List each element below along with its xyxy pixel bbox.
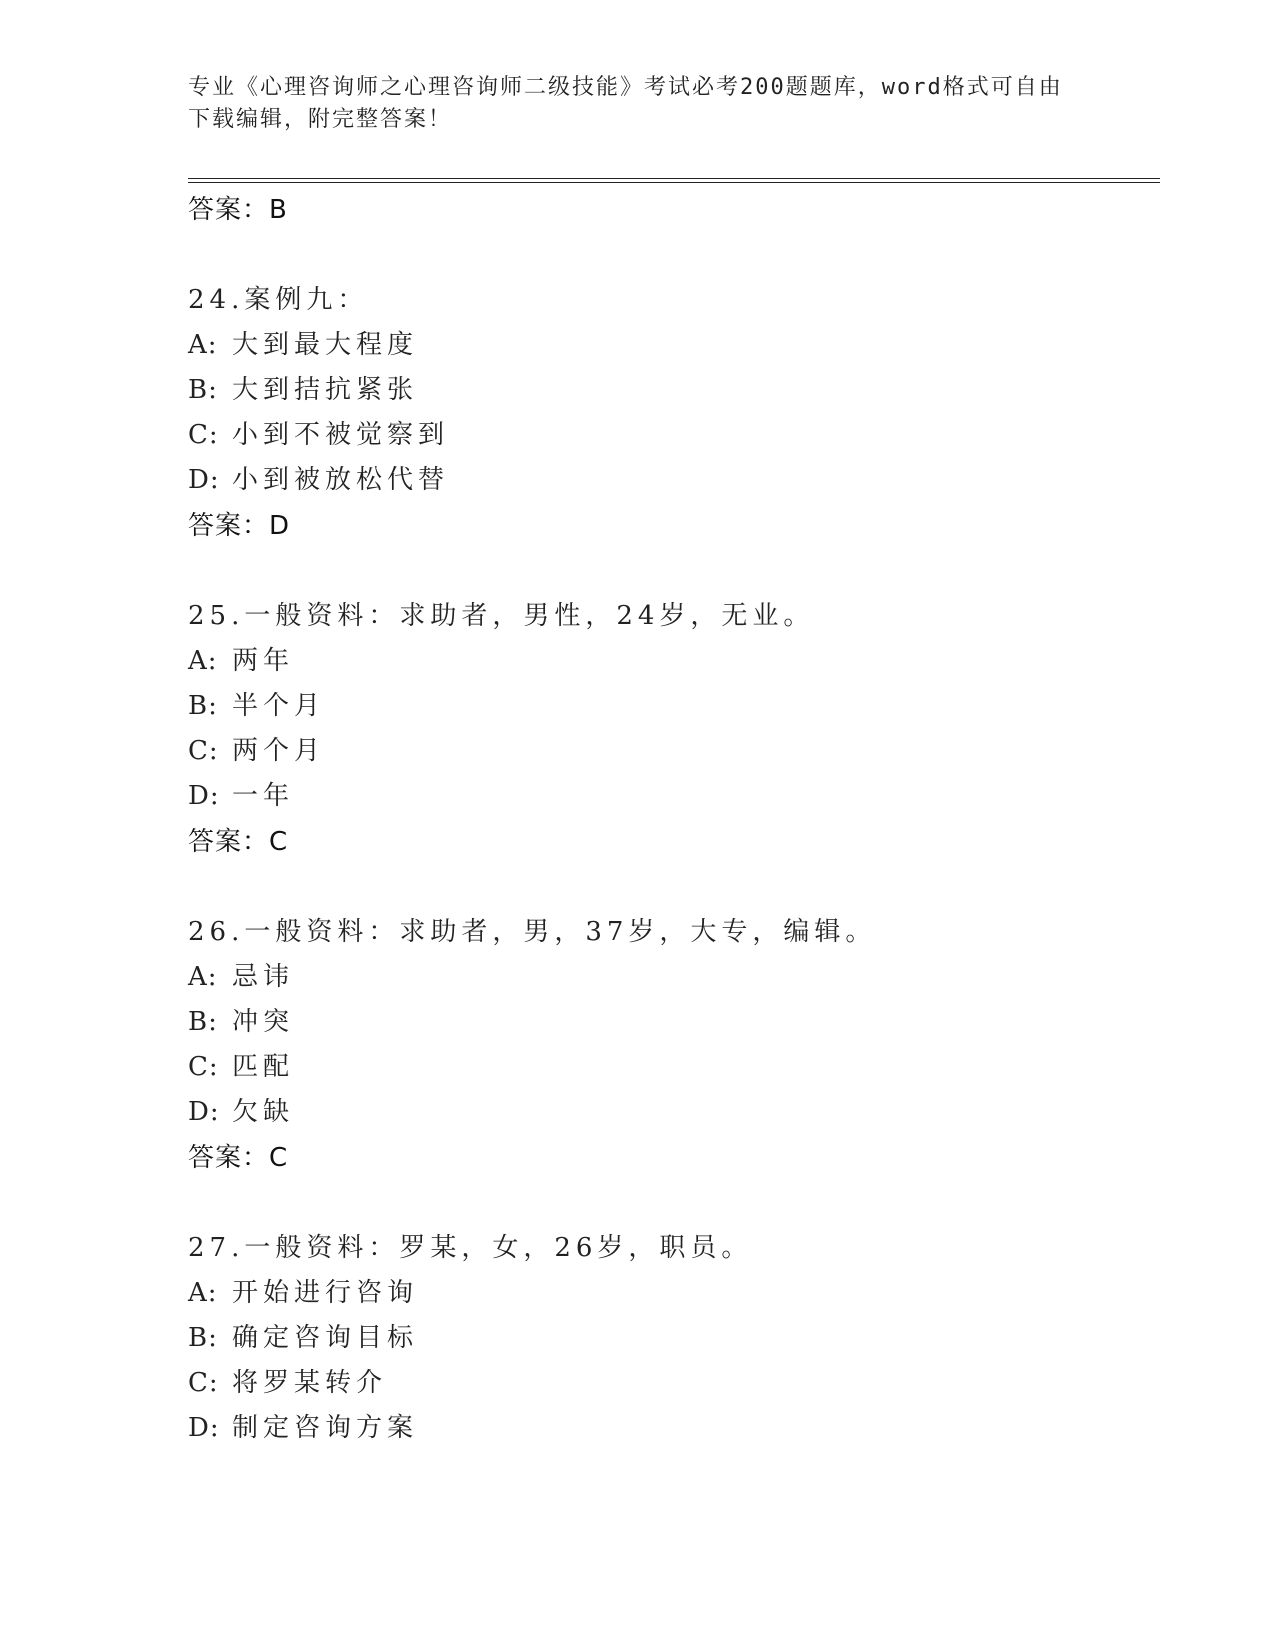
spacer (188, 233, 1158, 277)
option-letter: C: (188, 1368, 219, 1398)
question-block (188, 1225, 1158, 1451)
option-d (188, 1090, 1158, 1135)
option-text: 忌讳 (232, 962, 295, 992)
option-letter: B: (188, 375, 218, 405)
option-letter: D: (188, 465, 220, 495)
answer-line: 答案：C (188, 1143, 289, 1173)
question-title: 25.一般资料：求助者，男性，24岁，无业。 (188, 601, 815, 631)
option-a (188, 1271, 1158, 1316)
option-letter: A: (188, 962, 218, 992)
option-text: 制定咨询方案 (232, 1413, 419, 1443)
option-letter: A: (188, 646, 218, 676)
document-header: 专业《心理咨询师之心理咨询师二级技能》考试必考200题题库，word格式可自由下载编辑，附完整答案！ (188, 75, 1063, 132)
option-letter: D: (188, 781, 220, 811)
option-text: 欠缺 (232, 1097, 295, 1127)
option-text: 半个月 (232, 691, 326, 721)
option-letter: A: (188, 330, 218, 360)
option-letter: C: (188, 736, 219, 766)
question-block (188, 593, 1158, 865)
option-text: 两年 (232, 646, 295, 676)
option-text: 小到被放松代替 (232, 465, 450, 495)
option-c (188, 1045, 1158, 1090)
option-letter: A: (188, 1278, 218, 1308)
option-letter: C: (188, 1052, 219, 1082)
option-b (188, 368, 1158, 413)
option-letter: C: (188, 420, 219, 450)
option-letter: D: (188, 1097, 220, 1127)
option-text: 一年 (232, 781, 295, 811)
option-a (188, 955, 1158, 1000)
option-c (188, 413, 1158, 458)
answer-line: 答案：D (188, 511, 291, 541)
option-a (188, 639, 1158, 684)
option-b (188, 1316, 1158, 1361)
option-c (188, 1361, 1158, 1406)
option-letter: D: (188, 1413, 220, 1443)
option-c (188, 729, 1158, 774)
option-text: 匹配 (232, 1052, 295, 1082)
option-text: 大到最大程度 (232, 330, 419, 360)
option-a (188, 323, 1158, 368)
option-b (188, 1000, 1158, 1045)
header-divider (188, 178, 1160, 183)
option-letter: B: (188, 1007, 218, 1037)
question-title: 24.案例九： (188, 285, 369, 315)
answer-line: 答案：C (188, 827, 289, 857)
question-list (188, 187, 1158, 1451)
option-text: 冲突 (232, 1007, 295, 1037)
option-d (188, 1406, 1158, 1451)
spacer (188, 865, 1158, 909)
question-block (188, 277, 1158, 549)
answer-line: 答案：B (188, 195, 288, 225)
question-title: 27.一般资料：罗某，女，26岁，职员。 (188, 1233, 753, 1263)
question-block (188, 909, 1158, 1181)
option-text: 小到不被觉察到 (232, 420, 450, 450)
option-text: 确定咨询目标 (232, 1323, 419, 1353)
option-text: 两个月 (232, 736, 326, 766)
option-text: 大到拮抗紧张 (232, 375, 419, 405)
question-title: 26.一般资料：求助者，男，37岁，大专，编辑。 (188, 917, 877, 947)
option-letter: B: (188, 691, 218, 721)
option-text: 开始进行咨询 (232, 1278, 419, 1308)
option-d (188, 774, 1158, 819)
option-text: 将罗某转介 (232, 1368, 388, 1398)
spacer (188, 549, 1158, 593)
option-d (188, 458, 1158, 503)
option-letter: B: (188, 1323, 218, 1353)
option-b (188, 684, 1158, 729)
spacer (188, 1181, 1158, 1225)
